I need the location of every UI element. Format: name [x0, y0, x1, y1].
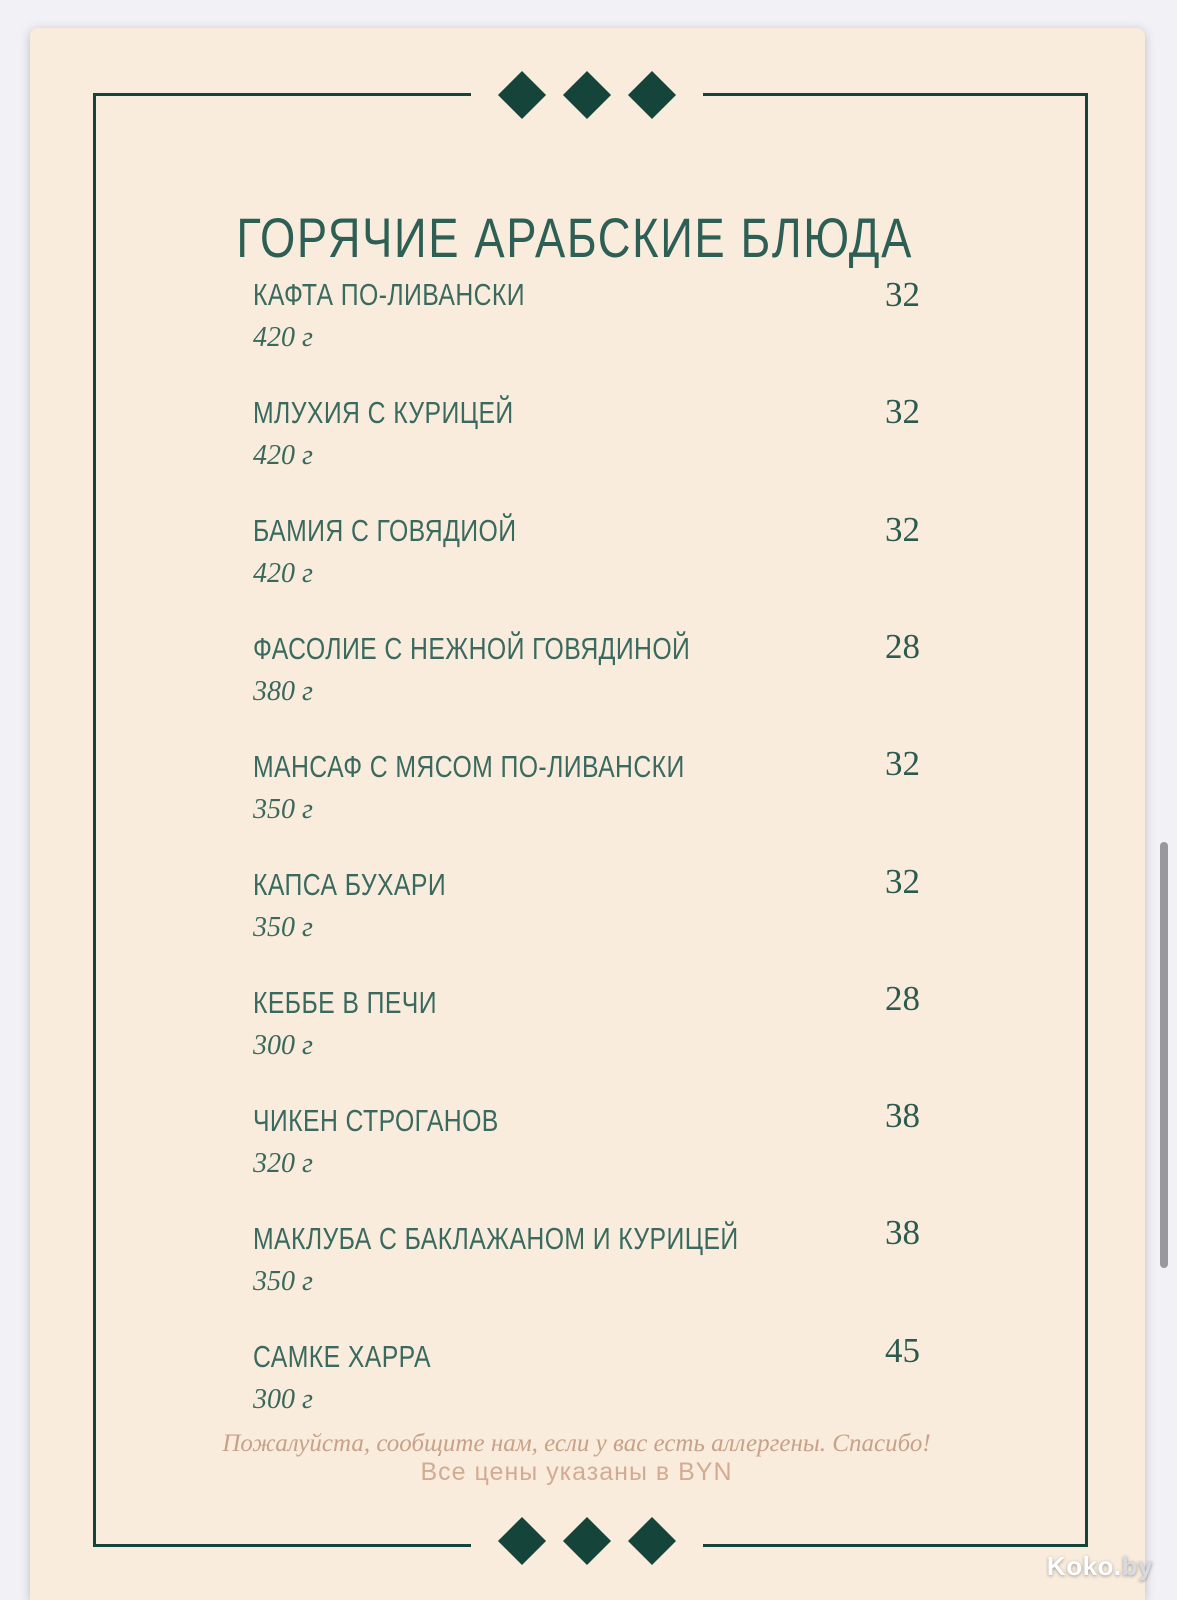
menu-item-line — [253, 275, 920, 314]
menu-item-price: 32 — [885, 509, 920, 549]
menu-item-row — [253, 392, 920, 471]
menu-item-weight: 350 г — [253, 1266, 313, 1297]
menu-item-name: САМКЕ ХАРРА — [253, 1339, 431, 1374]
section-title: ГОРЯЧИЕ АРАБСКИЕ БЛЮДА — [236, 206, 913, 269]
menu-item-line — [253, 1213, 920, 1256]
diamond-icon — [628, 1517, 676, 1565]
menu-footer — [93, 1430, 1060, 1486]
diamond-icon — [498, 1517, 546, 1565]
menu-item-row — [253, 744, 920, 825]
menu-item-name: КЕББЕ В ПЕЧИ — [253, 985, 437, 1020]
menu-item-line — [253, 744, 920, 784]
menu-item-name: КАПСА БУХАРИ — [253, 867, 447, 902]
diamond-icon — [563, 1517, 611, 1565]
menu-item-weight: 350 г — [253, 794, 313, 825]
menu-item-row — [253, 1213, 920, 1297]
menu-item-name: КАФТА ПО-ЛИВАНСКИ — [253, 277, 526, 312]
menu-item-weight: 380 г — [253, 676, 313, 707]
menu-item-row — [253, 275, 920, 353]
menu-item-price: 32 — [885, 861, 920, 901]
menu-item-line — [253, 978, 920, 1020]
menu-item-price: 32 — [885, 744, 920, 784]
menu-item-weight: 350 г — [253, 912, 313, 943]
menu-item-price: 45 — [885, 1330, 920, 1370]
menu-item-weight: 420 г — [253, 558, 313, 589]
menu-item-name: БАМИЯ С ГОВЯДИОЙ — [253, 513, 517, 548]
menu-item-name: МАНСАФ С МЯСОМ ПО-ЛИВАНСКИ — [253, 749, 685, 784]
menu-item-price: 28 — [885, 626, 920, 666]
menu-item-name: ЧИКЕН СТРОГАНОВ — [253, 1103, 499, 1138]
menu-list — [253, 275, 920, 1415]
menu-item-name: МАКЛУБА С БАКЛАЖАНОМ И КУРИЦЕЙ — [253, 1221, 739, 1256]
menu-item-line — [253, 1096, 920, 1138]
menu-item-price: 38 — [885, 1213, 920, 1253]
watermark — [1047, 1552, 1153, 1580]
menu-item-weight: 300 г — [253, 1384, 313, 1415]
allergen-note: Пожалуйста, сообщите нам, если у вас есть аллергены. Спасибо! — [222, 1430, 931, 1457]
menu-item-row — [253, 1330, 920, 1415]
menu-page — [30, 28, 1153, 1600]
menu-item-weight: 420 г — [253, 440, 313, 471]
menu-item-row — [253, 861, 920, 943]
diamond-icon — [628, 71, 676, 119]
top-divider — [471, 67, 703, 123]
diamond-icon — [563, 71, 611, 119]
menu-item-row — [253, 509, 920, 589]
menu-item-price: 28 — [885, 978, 920, 1018]
section-title-wrap — [80, 208, 1069, 268]
currency-note: Все цены указаны в BYN — [420, 1458, 733, 1486]
menu-item-price: 32 — [885, 275, 920, 314]
scrollbar-thumb[interactable] — [1160, 842, 1168, 1268]
diamond-icon — [498, 71, 546, 119]
menu-item-row — [253, 626, 920, 707]
menu-item-weight: 320 г — [253, 1148, 313, 1179]
menu-item-line — [253, 509, 920, 549]
menu-item-line — [253, 626, 920, 666]
menu-item-weight: 300 г — [253, 1030, 313, 1061]
menu-item-line — [253, 861, 920, 902]
watermark-suffix: by — [1121, 1551, 1153, 1581]
menu-item-row — [253, 1096, 920, 1179]
menu-item-price: 32 — [885, 392, 920, 432]
menu-item-weight: 420 г — [253, 322, 313, 353]
menu-item-name: ФАСОЛИЕ С НЕЖНОЙ ГОВЯДИНОЙ — [253, 631, 691, 666]
menu-item-name: МЛУХИЯ С КУРИЦЕЙ — [253, 395, 514, 430]
menu-item-line — [253, 1330, 920, 1374]
menu-item-price: 38 — [885, 1096, 920, 1136]
bottom-divider — [471, 1513, 703, 1569]
menu-item-row — [253, 978, 920, 1061]
menu-item-line — [253, 392, 920, 432]
watermark-brand: Koko. — [1046, 1551, 1122, 1581]
